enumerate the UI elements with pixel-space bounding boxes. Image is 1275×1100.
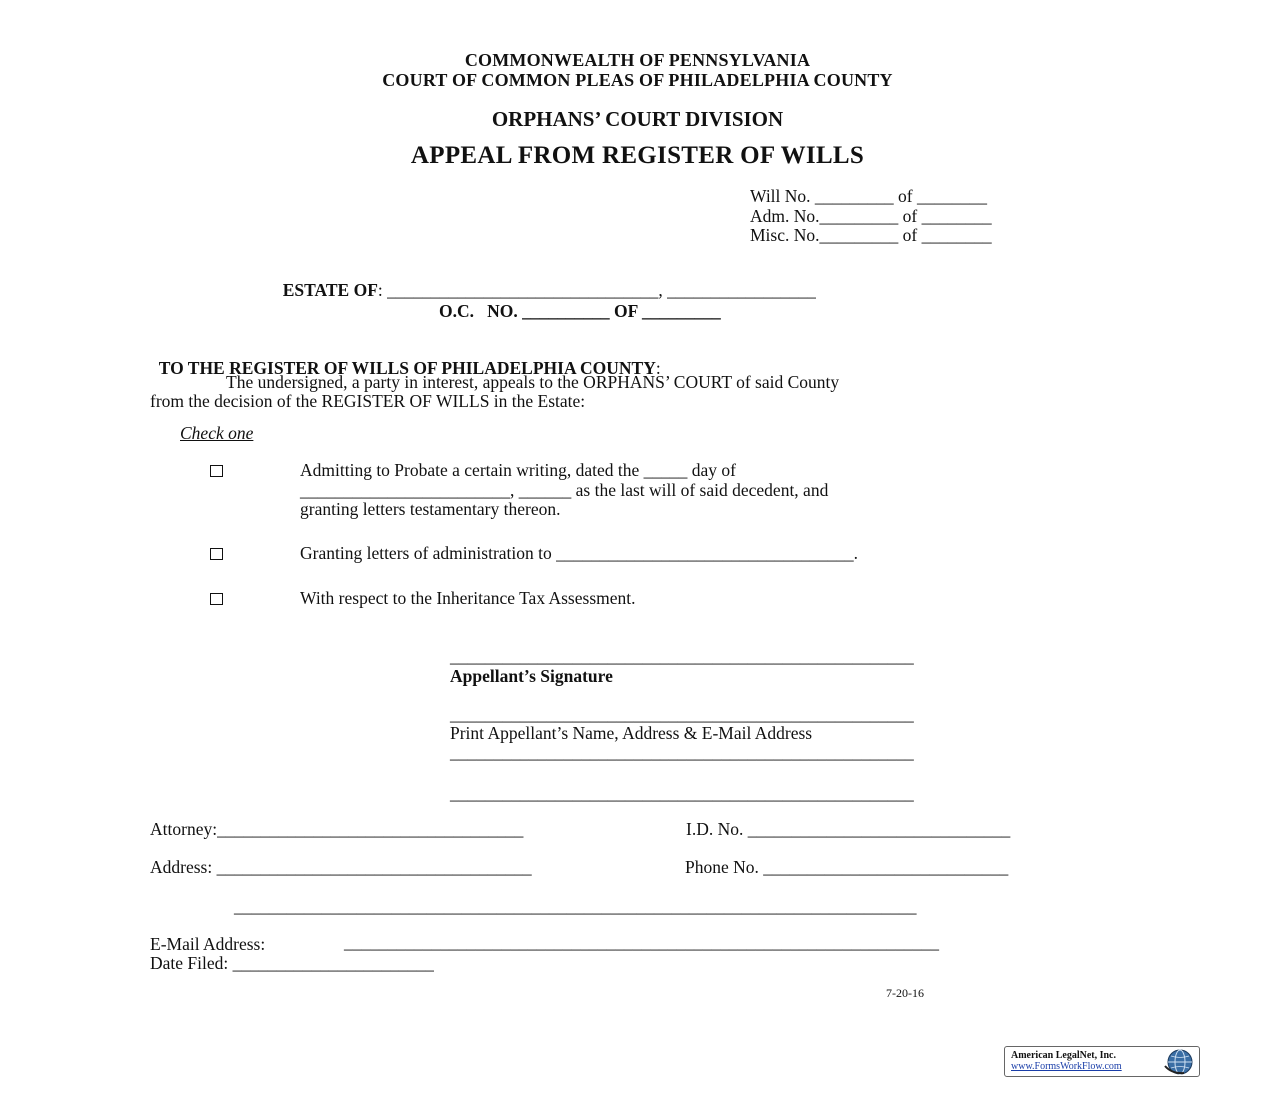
globe-icon xyxy=(1162,1048,1196,1076)
company-url-link[interactable]: www.FormsWorkFlow.com xyxy=(1011,1061,1122,1072)
id-number-field[interactable]: I.D. No. ______________________________ xyxy=(686,819,1011,839)
salutation-colon: : xyxy=(655,357,661,378)
probate-option-line-3: granting letters testamentary thereon. xyxy=(300,499,561,519)
inheritance-tax-option: With respect to the Inheritance Tax Assessment. xyxy=(300,588,636,608)
estate-of-row xyxy=(274,264,816,299)
salutation-label: TO THE REGISTER OF WILLS OF PHILADELPHIA COUNTY xyxy=(158,357,656,378)
phone-number-field[interactable]: Phone No. ____________________________ xyxy=(685,857,1009,877)
signature-label: Appellant’s Signature xyxy=(450,666,613,686)
appellant-address-line-2[interactable]: _____________________________________________________ xyxy=(450,783,914,803)
attorney-field[interactable]: Attorney:___________________________________ xyxy=(150,819,524,839)
header-division: ORPHANS’ COURT DIVISION xyxy=(491,107,784,131)
appellant-name-label: Print Appellant’s Name, Address & E-Mail Address xyxy=(450,723,813,743)
form-revision-date: 7-20-16 xyxy=(886,986,924,1000)
administration-checkbox[interactable] xyxy=(210,548,223,560)
probate-option-line-2[interactable]: ________________________, ______ as the last will of said decedent, and xyxy=(300,480,829,500)
probate-checkbox[interactable] xyxy=(210,465,223,477)
address-line-2-field[interactable]: ______________________________________________________________________________ xyxy=(234,896,917,916)
inheritance-tax-checkbox[interactable] xyxy=(210,593,223,605)
signature-line[interactable]: _____________________________________________________ xyxy=(450,646,914,666)
appellant-address-line-1[interactable]: _____________________________________________________ xyxy=(450,742,914,762)
appellant-name-line[interactable]: _____________________________________________________ xyxy=(450,704,914,724)
page-title: APPEAL FROM REGISTER OF WILLS xyxy=(410,142,865,169)
header-court: COURT OF COMMON PLEAS OF PHILADELPHIA COUNTY xyxy=(382,70,893,90)
email-label: E-Mail Address: xyxy=(150,934,266,954)
email-field[interactable]: ____________________________________________________________________ xyxy=(344,932,939,952)
adm-number-field[interactable]: Adm. No._________ of ________ xyxy=(750,206,992,226)
intro-line-1: The undersigned, a party in interest, appeals to the ORPHANS’ COURT of said County xyxy=(226,372,840,392)
estate-of-field[interactable]: : _______________________________, _________________ xyxy=(377,279,816,300)
probate-option-line-1[interactable]: Admitting to Probate a certain writing, dated the _____ day of xyxy=(300,460,736,480)
estate-of-label: ESTATE OF xyxy=(282,279,378,300)
legalnet-logo xyxy=(1004,1046,1200,1077)
oc-number-field[interactable]: O.C. NO. __________ OF _________ xyxy=(439,301,721,321)
company-name: American LegalNet, Inc. xyxy=(1011,1050,1116,1061)
administration-option[interactable]: Granting letters of administration to __________________________________. xyxy=(300,543,859,563)
intro-line-2: from the decision of the REGISTER OF WILLS in the Estate: xyxy=(150,391,586,411)
date-filed-field[interactable]: Date Filed: _______________________ xyxy=(150,953,434,973)
check-one-label: Check one xyxy=(180,423,254,443)
address-field[interactable]: Address: ____________________________________ xyxy=(150,857,532,877)
will-number-field[interactable]: Will No. _________ of ________ xyxy=(750,186,987,206)
header-commonwealth: COMMONWEALTH OF PENNSYLVANIA xyxy=(464,50,811,70)
misc-number-field[interactable]: Misc. No._________ of ________ xyxy=(750,225,992,245)
